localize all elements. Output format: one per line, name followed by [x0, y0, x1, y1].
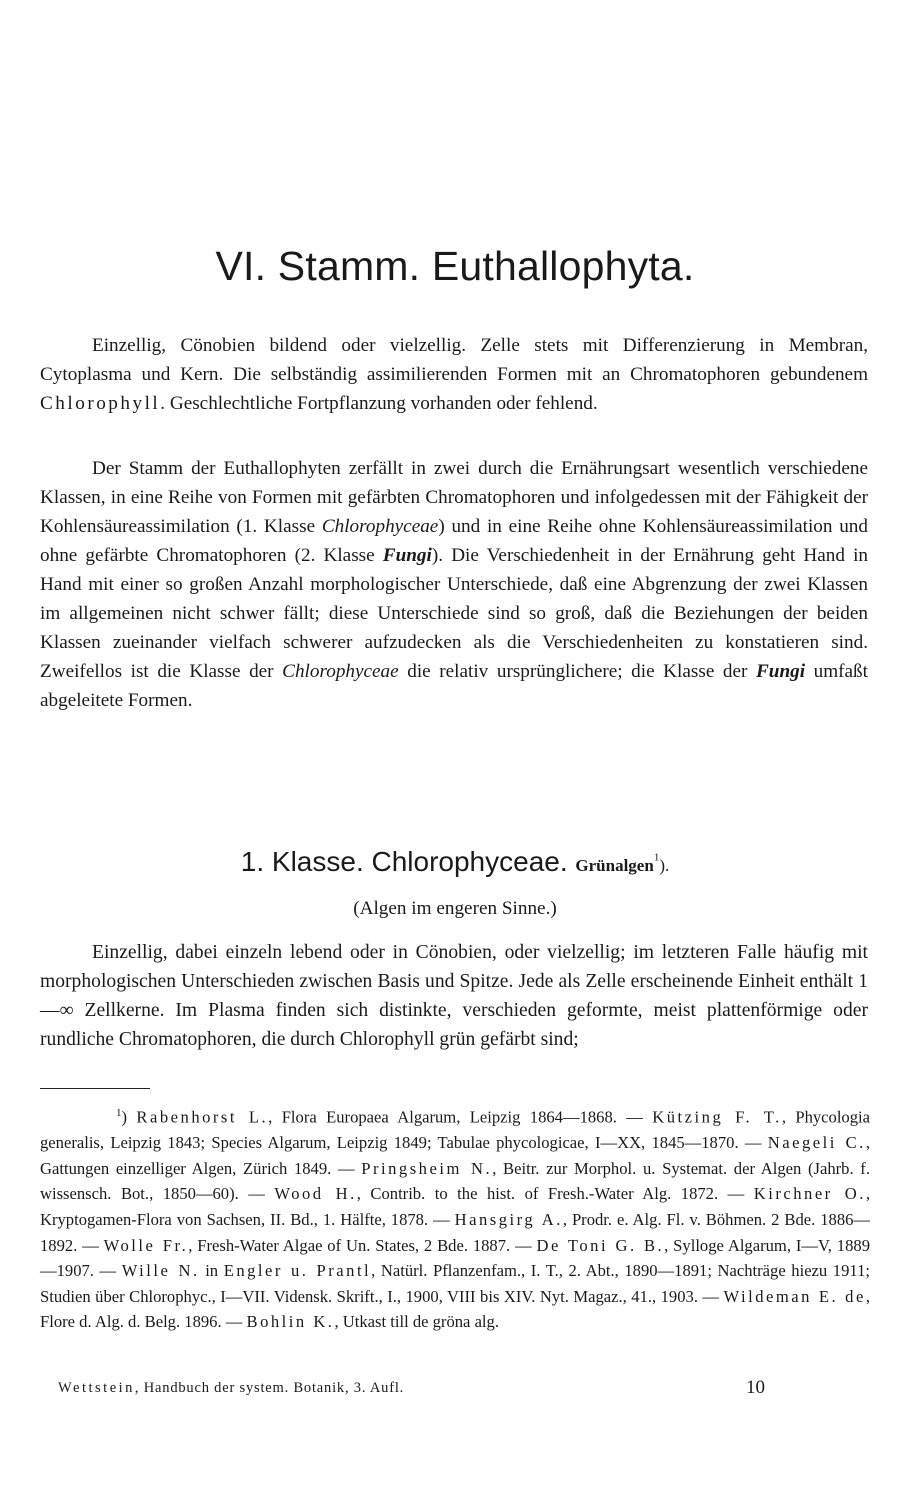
footnote-author: Kützing F. T. [652, 1107, 782, 1127]
footnote [40, 1101, 870, 1335]
footnote-text: , Flore d. Alg. d. Belg. 1896. — [40, 1286, 870, 1332]
footnote-text: , Contrib. to the hist. of Fresh.-Water Alg. 1872. — [356, 1184, 754, 1204]
intro-p2-fungi-2: Fungi [755, 661, 806, 682]
footnote-author: Naegeli C. [767, 1133, 866, 1153]
footnote-author: Wolle Fr. [103, 1235, 189, 1255]
class-heading-main: 1. Klasse. Chlorophyceae. [240, 846, 568, 877]
footnote-author: Bohlin K. [246, 1312, 335, 1332]
footnote-author: De Toni G. B. [536, 1235, 665, 1255]
page-title: VI. Stamm. Euthallophyta. [215, 243, 695, 289]
class-heading-end: ). [659, 856, 670, 875]
intro-p1-text: Einzellig, Cönobien bildend oder vielzellig. Zelle stets mit Differenzierung in Membran, Cytoplasma und Kern. Die selbständig assimilierenden Formen mit an Chromatophoren gebundenem [40, 335, 868, 385]
intro-p2-text-b: ) und in eine Reihe ohne Kohlensäureassimilation und ohne gefärbte Chromatophoren (2. Klasse [40, 516, 868, 566]
footnote-text: , Fresh-Water Algae of Un. States, 2 Bde. 1887. — [188, 1235, 537, 1255]
page-footer [58, 1377, 848, 1398]
intro-p2-chlorophyceae-2: Chlorophyceae [282, 661, 399, 682]
footnote-divider [40, 1088, 150, 1089]
footnote-marker: 1 [116, 1107, 122, 1119]
class-heading [0, 846, 910, 878]
intro-p2-text-a: Der Stamm der Euthallophyten zerfällt in zwei durch die Ernährungsart wesentlich verschiedene Klassen, in eine Reihe von Formen mit gefärbten Chromatophoren und infolgedessen mit der Fähigkeit der Kohlensäureassimilation (1. Klasse [40, 458, 868, 537]
footer-author: Wettstein [58, 1380, 135, 1396]
class-subtitle: (Algen im engeren Sinne.) [353, 898, 557, 919]
footnote-text: , Flora Europaea Algarum, Leipzig 1864—1868. — [268, 1107, 653, 1127]
footnote-author: Kirchner O. [753, 1184, 866, 1204]
footnote-text: , Natürl. Pflanzenfam., I. T., 2. Abt., 1890—1891; Nachträge hiezu 1911; Studien über Chlorophyc., I—VII. Vidensk. Skrift., I., 1900, VIII bis XIV. Nyt. Magaz., 41., 1903. — [40, 1261, 870, 1306]
footnote-author: Wildeman E. de [723, 1286, 866, 1306]
footnote-text: in [199, 1261, 224, 1281]
footnote-author: Wood H. [274, 1184, 357, 1204]
footnote-author: Pringsheim N. [361, 1158, 493, 1178]
footnote-text: , Sylloge Algarum, I—V, 1889—1907. — [40, 1235, 870, 1281]
footnote-author: Engler u. Prantl [223, 1261, 372, 1281]
intro-p2-chlorophyceae-1: Chlorophyceae [321, 516, 439, 537]
footnote-text: , Kryptogamen-Flora von Sachsen, II. Bd., 1. Hälfte, 1878. — [40, 1184, 870, 1229]
class-heading-footnote-marker: 1 [653, 851, 660, 864]
footnote-text: , Prodr. e. Alg. Fl. v. Böhmen. 2 Bde. 1886—1892. — [40, 1209, 871, 1255]
footnote-author: Rabenhorst L. [136, 1107, 269, 1127]
footnote-text: , Utkast till de gröna alg. [334, 1312, 499, 1332]
intro-p1-spaced-term: Chlorophyll [40, 393, 161, 414]
footnote-marker-close: ) [121, 1107, 128, 1127]
footnote-text: , Beitr. zur Morphol. u. Systemat. der Algen (Jahrb. f. wissensch. Bot., 1850—60). — [40, 1158, 870, 1204]
page-number: 10 [746, 1377, 765, 1398]
footnote-author: Hansgirg A. [454, 1209, 563, 1229]
intro-p1-end: . Geschlechtliche Fortpflanzung vorhanden oder fehlend. [160, 393, 598, 414]
intro-p2-text-c: ). Die Verschiedenheit in der Ernährung geht Hand in Hand mit einer so großen Anzahl morphologischer Unterschiede, daß eine Abgrenzung der zwei Klassen im allgemeinen nicht schwer fällt; diese Unterschiede sind so groß, daß die Beziehungen der beiden Klassen zueinander vielfach schwerer aufzudecken als die Verschiedenheiten zu konstatieren sind. Zweifellos ist die Klasse der [40, 545, 868, 682]
intro-paragraph-2 [40, 454, 868, 715]
intro-p2-text-d: die relativ ursprünglichere; die Klasse der [398, 661, 756, 682]
class-description-text: Einzellig, dabei einzeln lebend oder in Cönobien, oder vielzellig; im letzteren Falle häufig mit morphologischen Unterschieden zwischen Basis und Spitze. Jede als Zelle erscheinende Einheit enthält 1—∞ Zellkerne. Im Plasma finden sich distinkte, verschieden geformte, meist plattenförmige oder rundliche Chromatophoren, die durch Chlorophyll grün gefärbt sind; [40, 942, 868, 1050]
intro-paragraph-1 [40, 331, 868, 418]
footnote-text: , Phycologia generalis, Leipzig 1843; Species Algarum, Leipzig 1849; Tabulae phycologicae, I—XX, 1845—1870. — [40, 1107, 871, 1153]
footnote-author: Wille N. [121, 1261, 200, 1281]
class-heading-common-name: Grünalgen [575, 856, 654, 875]
intro-p2-text-e: umfaßt abgeleitete Formen. [40, 661, 868, 711]
intro-p2-fungi-1: Fungi [382, 545, 432, 566]
footer-book-title: , Handbuch der system. Botanik, 3. Aufl. [134, 1380, 405, 1396]
class-description [40, 938, 868, 1054]
footnote-text: , Gattungen einzelliger Algen, Zürich 1849. — [40, 1133, 870, 1178]
